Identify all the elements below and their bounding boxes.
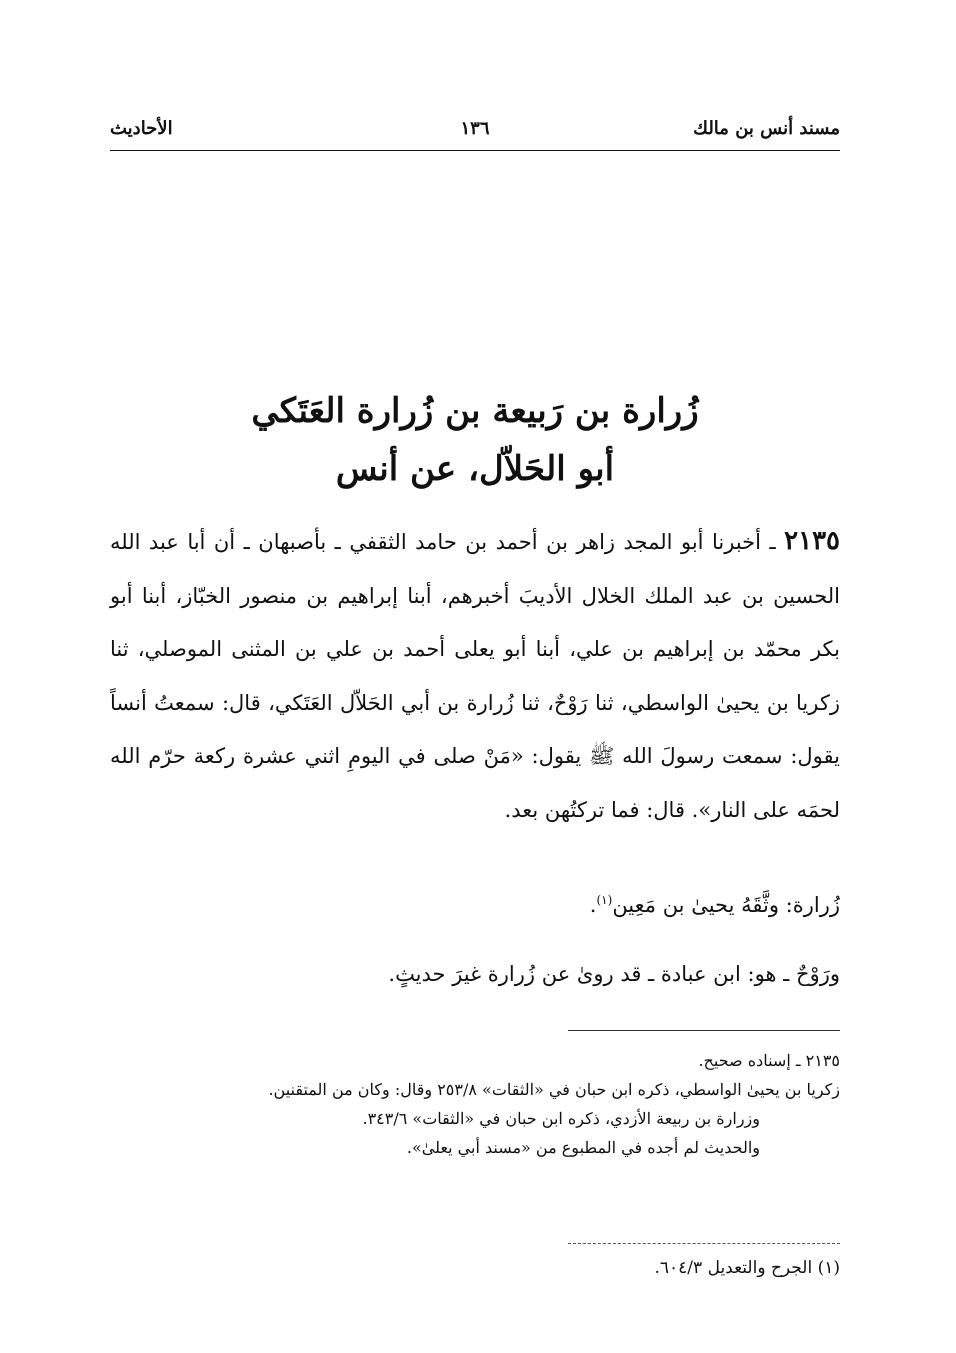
commentary-line: وزرارة بن ربيعة الأزدي، ذكره ابن حبان في «الثقات» ٣٤٣/٦. — [362, 1109, 760, 1128]
commentary-divider — [568, 1030, 840, 1031]
commentary-line: والحديث لم أجده في المطبوع من «مسند أبي يعلىٰ». — [406, 1138, 760, 1157]
hadith-body — [110, 515, 840, 837]
hadith-text: ـ أخبرنا أبو المجد زاهر بن أحمد بن حامد الثقفي ـ بأصبهان ـ أن أبا عبد الله الحسين بن عبد الملك الخلال الأديبَ أخبرهم، أبنا إبراهيم بن منصور الخبّاز، أبنا أبو بكر محمّد بن إبراهيم بن علي، أبنا أبو يعلى أحمد بن علي بن المثنى الموصلي، ثنا زكريا بن يحيىٰ الواسطي، ثنا رَوْحٌ، ثنا زُرارة بن أبي الحَلاّل العَتَكي، قال: سمعتُ أنساً يقول: سمعت رسولَ الله ﷺ يقول: «مَنْ صلى في اليومِ اثني عشرة ركعة حرّم الله لحمَه على النار». قال: فما تركتُهن بعد. — [110, 530, 840, 822]
chapter-title — [110, 382, 840, 498]
note-zurara-text: زُرارة: وثَّقَهُ يحيىٰ بن مَعِين — [612, 893, 840, 917]
note-rawh: ورَوْحٌ ـ هو: ابن عبادة ـ قد روىٰ عن زُرارة غيرَ حديثٍ. — [388, 962, 840, 986]
commentary-line: ٢١٣٥ ـ إسناده صحيح. — [698, 1051, 840, 1070]
footnote: (١) الجرح والتعديل ٦٠٤/٣. — [654, 1258, 840, 1278]
footnote-ref: (١) — [596, 893, 613, 907]
note-zurara — [110, 893, 840, 917]
chapter-title-line2: أبو الحَلاّل، عن أنس — [335, 449, 615, 489]
commentary-line: زكريا بن يحيىٰ الواسطي، ذكره ابن حبان في «الثقات» ٢٥٣/٨ وقال: وكان من المتقنين. — [268, 1080, 840, 1099]
footnote-divider — [568, 1243, 840, 1244]
page-number: ١٣٦ — [460, 118, 490, 139]
running-header — [110, 116, 840, 151]
chapter-title-line1: زُرارة بن رَبيعة بن زُرارة العَتَكي — [251, 391, 699, 431]
book-title: مسند أنس بن مالك — [693, 118, 840, 139]
note-zurara-end: . — [589, 893, 597, 917]
section-title: الأحاديث — [110, 118, 173, 139]
commentary-block — [110, 1046, 840, 1162]
hadith-number: ٢١٣٥ — [784, 526, 840, 556]
